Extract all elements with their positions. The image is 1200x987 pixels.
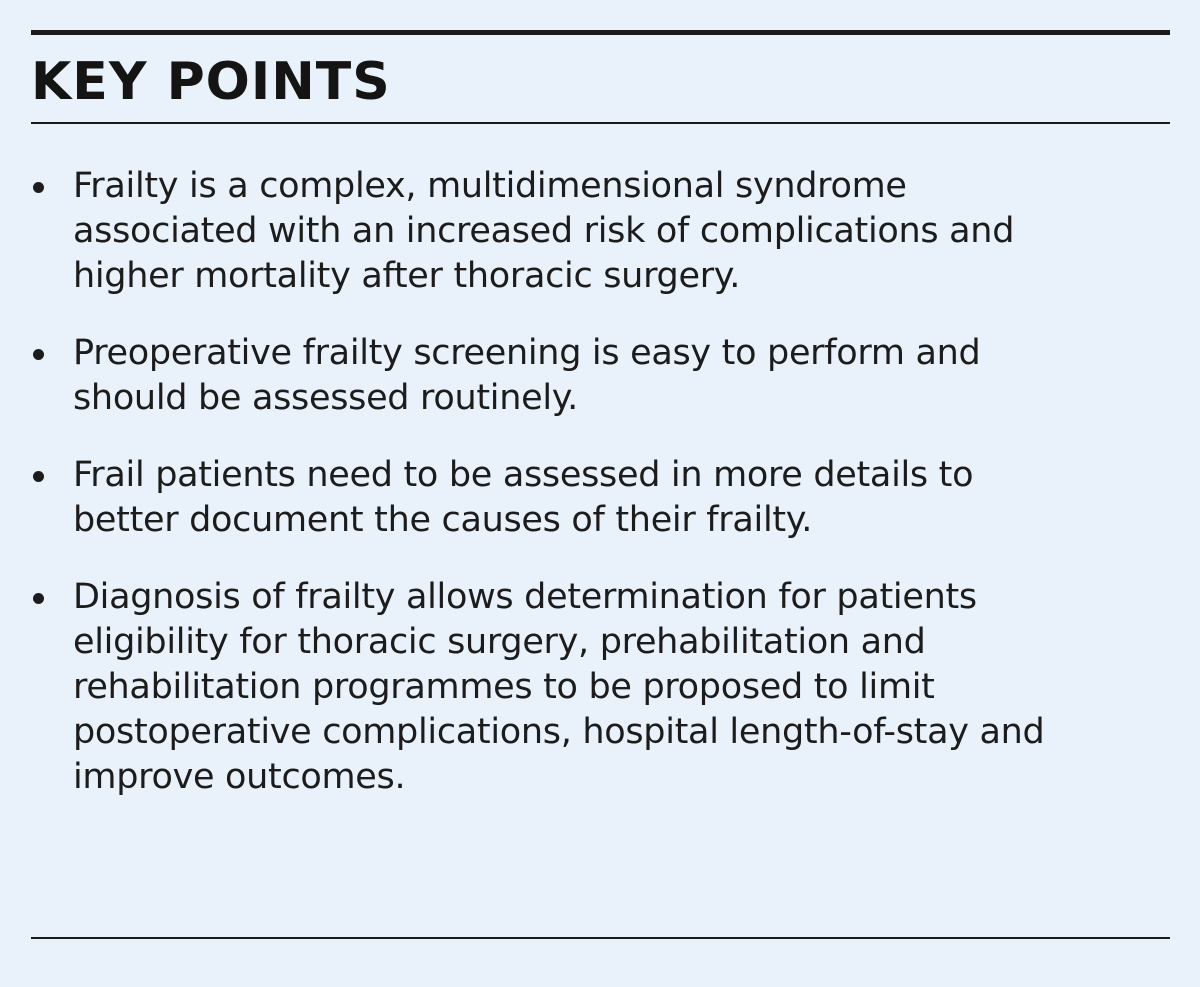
list-item (31, 575, 1166, 800)
bullet-icon (33, 593, 44, 604)
point-text: Frailty is a complex, multidimensional syndrome associated with an increased risk of complications and higher mortality after thoracic surgery. (73, 166, 1015, 296)
point-text: Diagnosis of frailty allows determination for patients eligibility for thoracic surgery, prehabilitation and rehabilitation programmes to be proposed to limit postoperative complications, hospital length-of-stay and improve outcomes. (73, 577, 1045, 797)
list-item (31, 453, 1166, 543)
bullet-icon (33, 471, 44, 482)
bullet-icon (33, 182, 44, 193)
bottom-rule (31, 937, 1170, 939)
top-rule (31, 30, 1170, 35)
list-item (31, 164, 1166, 299)
heading-rule (31, 122, 1170, 124)
point-text: Frail patients need to be assessed in more details to better document the causes of their frailty. (73, 455, 974, 540)
key-points-list (31, 164, 1166, 832)
bullet-icon (33, 349, 44, 360)
point-text: Preoperative frailty screening is easy to perform and should be assessed routinely. (73, 333, 981, 418)
section-heading: KEY POINTS (31, 52, 391, 112)
list-item (31, 331, 1166, 421)
